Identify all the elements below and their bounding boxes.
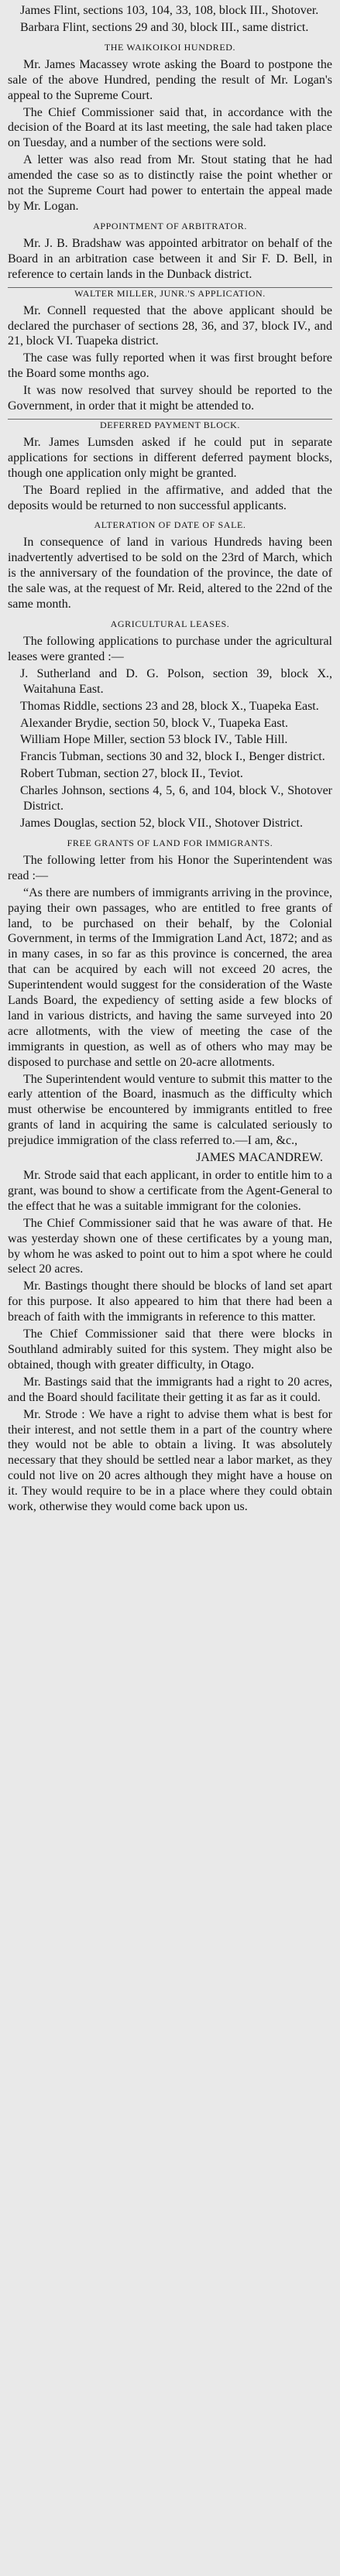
- section-heading: DEFERRED PAYMENT BLOCK.: [8, 419, 332, 431]
- paragraph: The Chief Commissioner said that there were blocks in Southland admirably suited for this system. They might also be obtained, though with greater difficulty, in Otago.: [8, 1327, 332, 1372]
- paragraph: Mr. Bastings said that the immigrants had a right to 20 acres, and the Board should facilitate their getting it as far as it could.: [8, 1375, 332, 1404]
- paragraph: Mr. James Macassey wrote asking the Board to postpone the sale of the above Hundred, pending the result of Mr. Logan's appeal to the Supreme Court.: [8, 57, 332, 102]
- list-entry: James Douglas, section 52, block VII., Shotover District.: [20, 816, 303, 830]
- list-entry: Francis Tubman, sections 30 and 32, block I., Benger district.: [20, 750, 325, 764]
- paragraph: Mr. Strode : We have a right to advise them what is best for their interest, and not settle them in a part of the country where they would not be able to obtain a living. It was absolutely necessary that they should be settled near a labor market, as they could not live on 20 acres although they might have a house on it. They would require to be in a place where they could obtain work, otherwise they would come back upon us.: [8, 1407, 332, 1514]
- list-entry: Barbara Flint, sections 29 and 30, block III., same district.: [20, 20, 309, 34]
- list-entry: Alexander Brydie, section 50, block V., Tuapeka East.: [20, 716, 289, 730]
- list-entry: Charles Johnson, sections 4, 5, 6, and 104, block V., Shotover District.: [20, 784, 332, 814]
- paragraph: Mr. James Lumsden asked if he could put in separate applications for sections in different deferred payment blocks, though one application only might be granted.: [8, 435, 332, 480]
- paragraph: Mr. Connell requested that the above applicant should be declared the purchaser of sections 28, 36, and 37, block IV., and 21, block VI. Tuapeka district.: [8, 303, 332, 348]
- list-entry: J. Sutherland and D. G. Polson, section 39, block X., Waitahuna East.: [20, 666, 332, 696]
- list-entry: James Flint, sections 103, 104, 33, 108, block III., Shotover.: [20, 4, 319, 17]
- newspaper-column: [8, 3, 332, 2570]
- list-entry: Thomas Riddle, sections 23 and 28, block X., Tuapeka East.: [20, 699, 319, 713]
- list-entry: William Hope Miller, section 53 block IV., Table Hill.: [20, 733, 288, 747]
- section-heading: AGRICULTURAL LEASES.: [110, 618, 230, 629]
- paragraph: Mr. Strode said that each applicant, in order to entitle him to a grant, was bound to show a certificate from the Agent-General to the effect that he was a suitable immigrant for the colonies.: [8, 1169, 332, 1213]
- paragraph: Mr. Bastings thought there should be blocks of land set apart for this purpose. It also appeared to him that there had been a breach of faith with the immigrants in reference to this matter.: [8, 1279, 332, 1324]
- section-heading: ALTERATION OF DATE OF SALE.: [94, 519, 246, 531]
- paragraph: The Board replied in the affirmative, and added that the deposits would be returned to non successful applicants.: [8, 483, 332, 512]
- paragraph: It was now resolved that survey should be reported to the Government, in order that it might be attended to.: [8, 384, 332, 413]
- section-heading: APPOINTMENT OF ARBITRATOR.: [93, 220, 247, 231]
- paragraph: The Superintendent would venture to submit this matter to the early attention of the Board, inasmuch as the difficulty which must otherwise be encountered by immigrants entitled to free grants of land in acquiring the same is calculated seriously to prejudice immigration of the class referred to.—I am, &c.,: [8, 1072, 332, 1148]
- section-heading: WALTER MILLER, JUNR.'S APPLICATION.: [8, 287, 332, 300]
- paragraph: In consequence of land in various Hundreds having been inadvertently advertised to be sold on the 23rd of March, which is the anniversary of the foundation of the province, the date of the sale was, at the request of Mr. Reid, altered to the 22nd of the same month.: [8, 536, 332, 611]
- paragraph: “As there are numbers of immigrants arriving in the province, paying their own passages, who are entitled to free grants of land, to be purchased on their behalf, by the Colonial Government, in terms of the Immigration Land Act, 1872; and as in many cases, in so far as this province is concerned, the area that can be acquired by each will not exceed 20 acres, the Superintendent would suggest for the consideration of the Waste Lands Board, the expediency of setting aside a few blocks of land in various districts, and having the same surveyed into 20 acre allotments, with the view of meeting the case of the immigrants in question, as well as of others who may may be disposed to purchase and settle on 20-acre allotments.: [8, 886, 332, 1069]
- paragraph: The Chief Commissioner said that he was aware of that. He was yesterday shown one of these certificates by a young man, by whom he was asked to point out to him a spot where he could select 20 acres.: [8, 1216, 332, 1276]
- paragraph: The case was fully reported when it was first brought before the Board some months ago.: [8, 351, 332, 381]
- paragraph: A letter was also read from Mr. Stout stating that he had amended the case so as to distinctly raise the point whether or not the Supreme Court had power to entertain the appeal made by Mr. Logan.: [8, 153, 332, 213]
- signature: JAMES MACANDREW.: [196, 1151, 323, 1165]
- list-entry: Robert Tubman, section 27, block II., Teviot.: [20, 767, 243, 781]
- section-heading: THE WAIKOIKOI HUNDRED.: [104, 41, 236, 53]
- paragraph: The following applications to purchase under the agricultural leases were granted :—: [8, 635, 332, 663]
- section-heading: FREE GRANTS OF LAND FOR IMMIGRANTS.: [67, 837, 273, 848]
- paragraph: The following letter from his Honor the Superintendent was read :—: [8, 853, 332, 882]
- paragraph: Mr. J. B. Bradshaw was appointed arbitrator on behalf of the Board in an arbitration case between it and Sir F. D. Bell, in reference to certain lands in the Dunback district.: [8, 236, 332, 281]
- paragraph: The Chief Commissioner said that, in accordance with the decision of the Board at its last meeting, the sale had taken place on Tuesday, and a number of the sections were sold.: [8, 105, 332, 150]
